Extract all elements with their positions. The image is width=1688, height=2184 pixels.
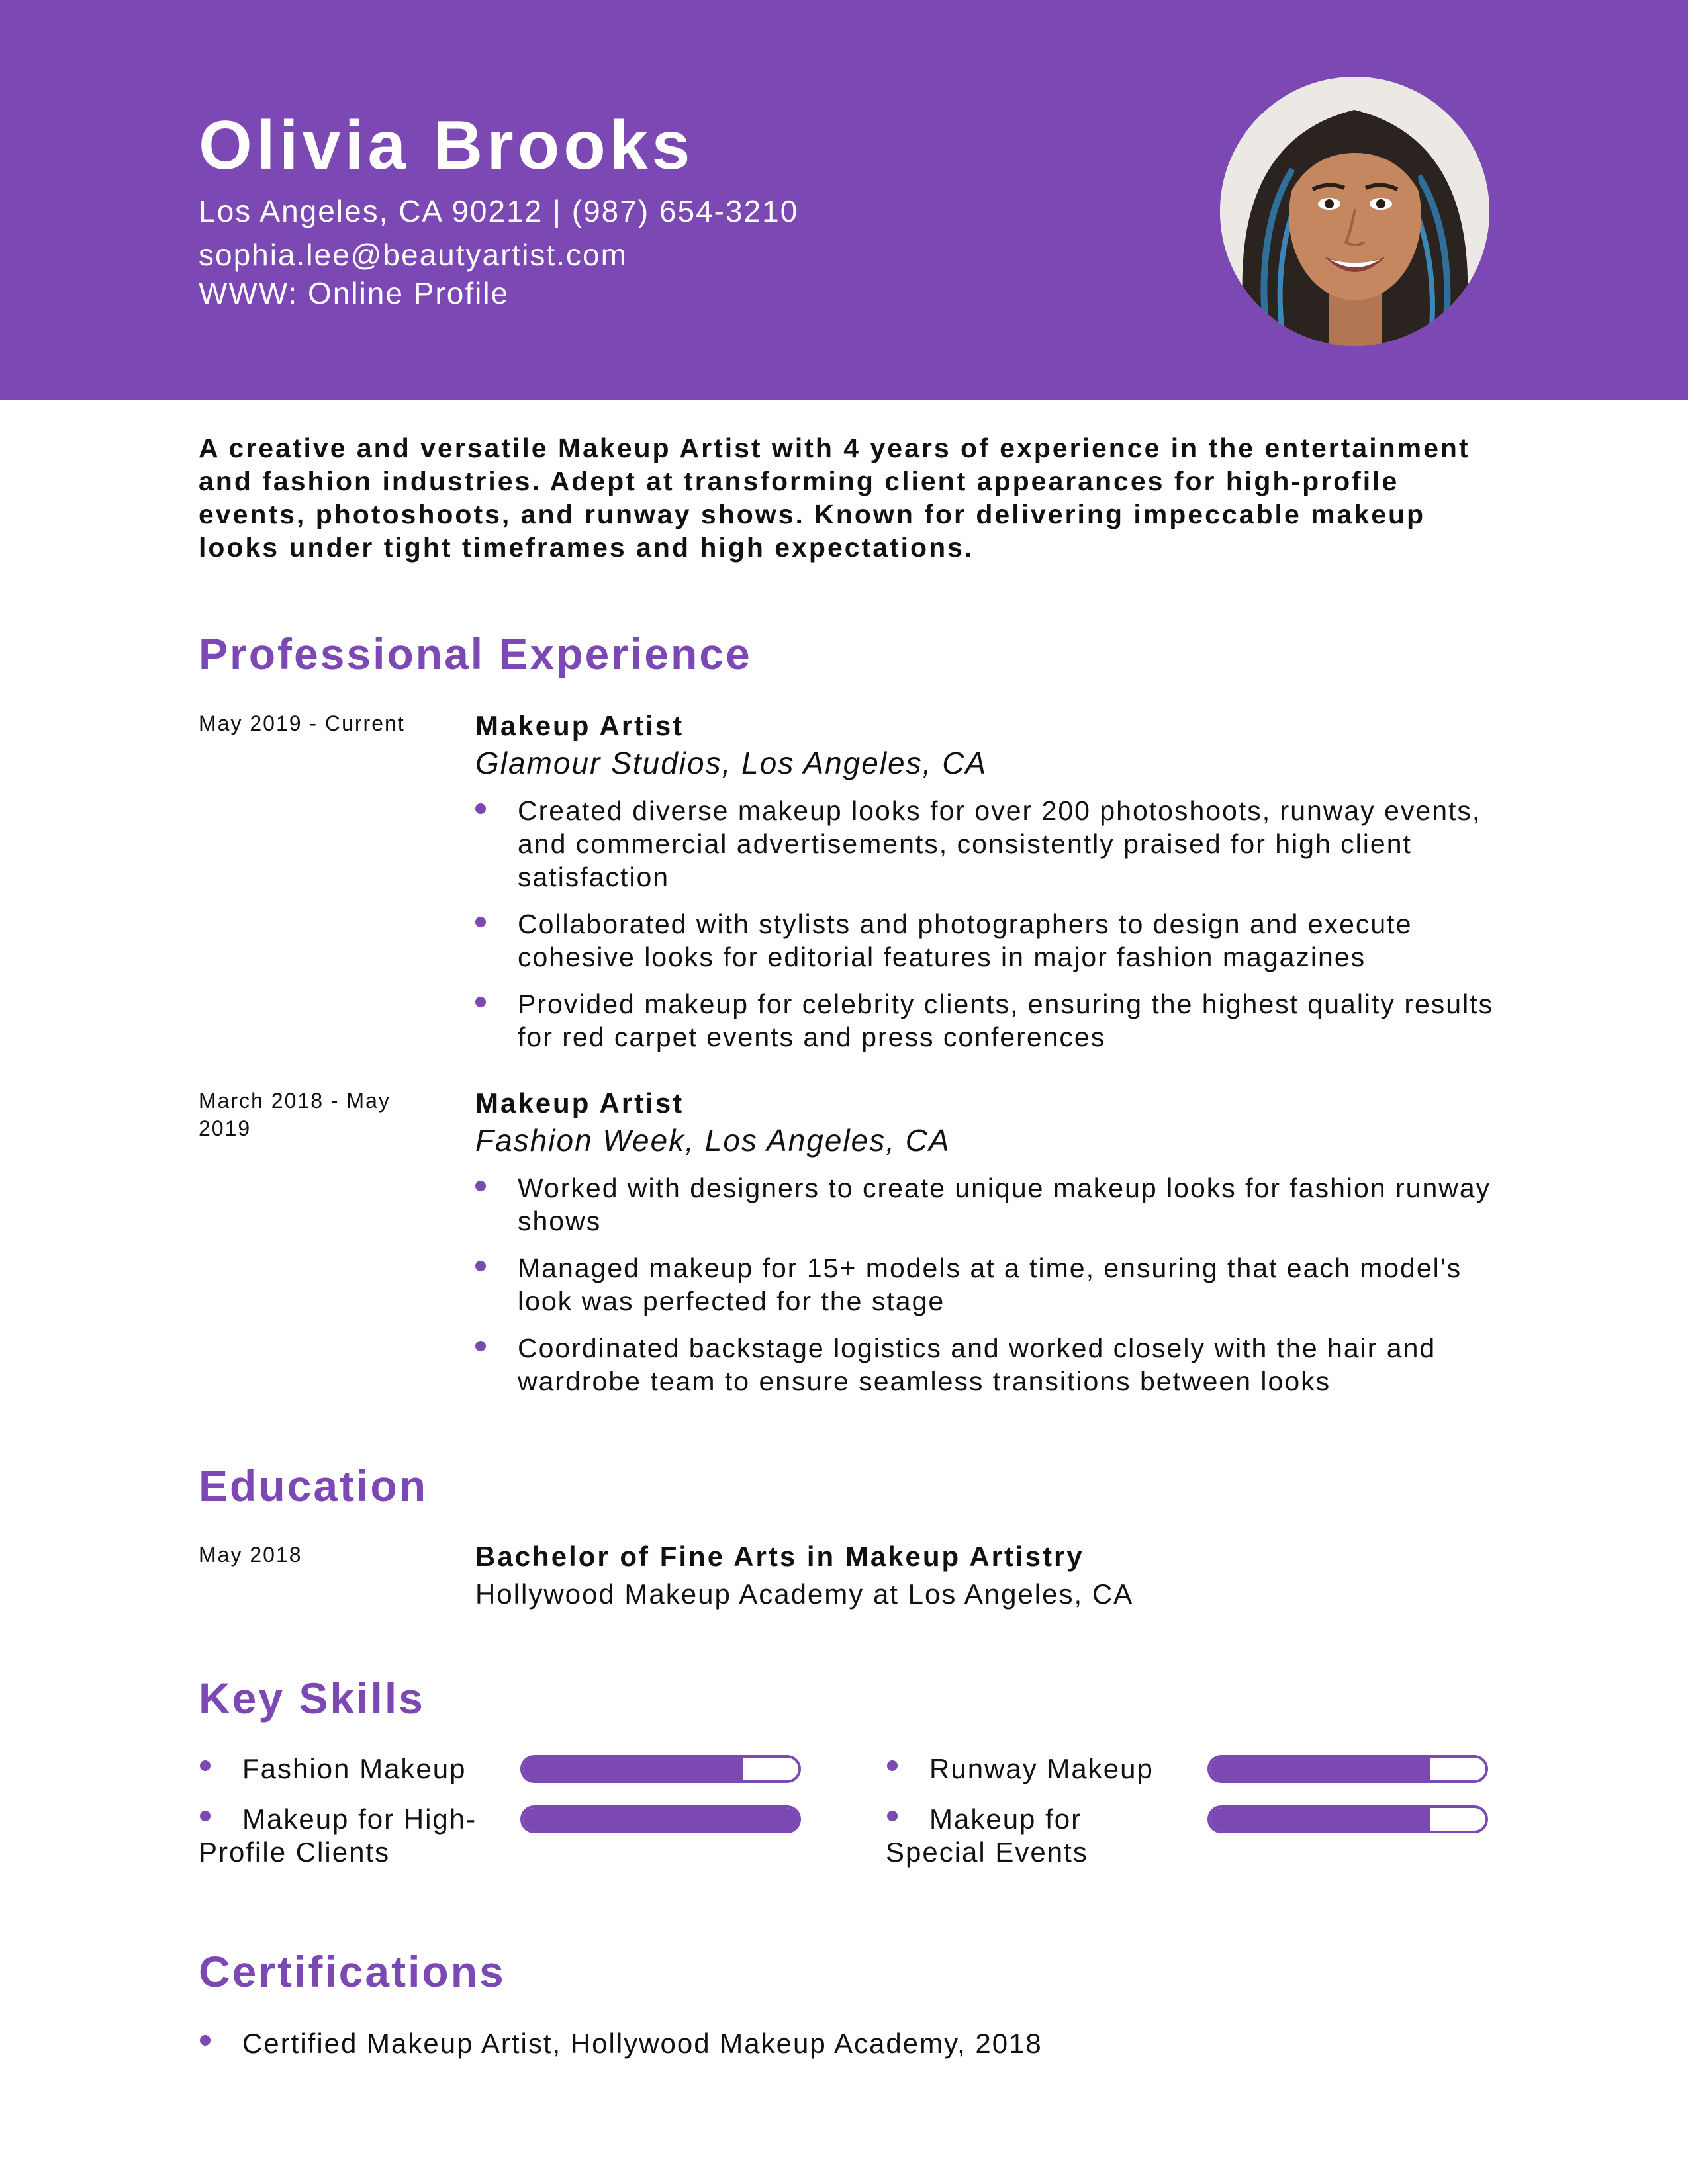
skill-level-bar: [1207, 1755, 1488, 1783]
bullet-text: Coordinated backstage logistics and worked closely with the hair and wardrobe team to ensure seamless transitions between looks: [518, 1333, 1436, 1396]
education-heading: Education: [199, 1461, 428, 1510]
skill-name: Fashion Makeup: [242, 1753, 467, 1784]
professional-summary: A creative and versatile Makeup Artist with 4 years of experience in the entertainment and fashion industries. Adept at transforming client appearances for high-profile events, photoshoots, and runway shows. Known for delivering impeccable makeup looks under tight timeframes and high expectations.: [199, 433, 1470, 563]
certification-text: Certified Makeup Artist, Hollywood Makeup Academy, 2018: [242, 2028, 1043, 2059]
profile-photo: [1220, 77, 1489, 346]
bullet-dot-icon: [475, 1261, 486, 1271]
skill-item: [886, 1803, 1548, 1882]
certifications-heading: Certifications: [199, 1947, 506, 1996]
degree-title: Bachelor of Fine Arts in Makeup Artistry: [475, 1541, 1084, 1572]
skill-name: Runway Makeup: [929, 1753, 1154, 1784]
website-link[interactable]: WWW: Online Profile: [199, 276, 510, 310]
list-item: [199, 2027, 1456, 2060]
list-item: [475, 987, 1515, 1054]
job-bullets: [475, 794, 1515, 1068]
bullet-dot-icon: [475, 917, 486, 927]
job-title: Makeup Artist: [475, 1087, 684, 1118]
job-dates: March 2018 - May 2019: [199, 1089, 391, 1140]
education-date: May 2018: [199, 1543, 303, 1567]
skills-heading: Key Skills: [199, 1674, 425, 1723]
bullet-text: Managed makeup for 15+ models at a time, ensuring that each model's look was perfected for the stage: [518, 1253, 1462, 1316]
list-item: [475, 1171, 1515, 1238]
job-bullets: [475, 1171, 1515, 1412]
list-item: [475, 1251, 1515, 1318]
skill-name: Makeup for Special Events: [886, 1803, 1088, 1868]
bullet-dot-icon: [475, 1181, 486, 1191]
bullet-dot-icon: [475, 997, 486, 1007]
bullet-dot-icon: [200, 2035, 211, 2046]
address-phone: Los Angeles, CA 90212 | (987) 654-3210: [199, 194, 799, 228]
bullet-text: Collaborated with stylists and photographers to design and execute cohesive looks for editorial features in major fashion magazines: [518, 909, 1413, 972]
bullet-text: Worked with designers to create unique makeup looks for fashion runway shows: [518, 1173, 1491, 1236]
job-dates: May 2019 - Current: [199, 711, 405, 735]
candidate-name: Olivia Brooks: [199, 107, 694, 184]
skill-level-bar: [520, 1755, 801, 1783]
job-company: Fashion Week, Los Angeles, CA: [475, 1123, 951, 1158]
experience-heading: Professional Experience: [199, 629, 752, 678]
skill-level-bar: [520, 1805, 801, 1833]
skill-level-fill: [523, 1808, 798, 1831]
email-link[interactable]: sophia.lee@beautyartist.com: [199, 238, 628, 272]
job-company: Glamour Studios, Los Angeles, CA: [475, 746, 988, 780]
job-title: Makeup Artist: [475, 710, 684, 741]
school-name: Hollywood Makeup Academy at Los Angeles, CA: [475, 1578, 1134, 1610]
skill-level-fill: [1210, 1808, 1430, 1831]
list-item: [475, 794, 1515, 893]
skill-level-bar: [1207, 1805, 1488, 1833]
bullet-text: Created diverse makeup looks for over 200 photoshoots, runway events, and commercial advertisements, consistently praised for high client satisfaction: [518, 796, 1481, 892]
list-item: [475, 907, 1515, 974]
bullet-text: Provided makeup for celebrity clients, ensuring the highest quality results for red carpet events and press conferences: [518, 989, 1494, 1052]
bullet-dot-icon: [475, 1341, 486, 1351]
header-banner: [0, 0, 1688, 400]
skill-item: [199, 1803, 861, 1882]
skill-level-fill: [1210, 1758, 1430, 1780]
skill-level-fill: [523, 1758, 743, 1780]
bullet-dot-icon: [475, 803, 486, 814]
list-item: [475, 1332, 1515, 1398]
skill-name: Makeup for High-Profile Clients: [199, 1803, 477, 1868]
